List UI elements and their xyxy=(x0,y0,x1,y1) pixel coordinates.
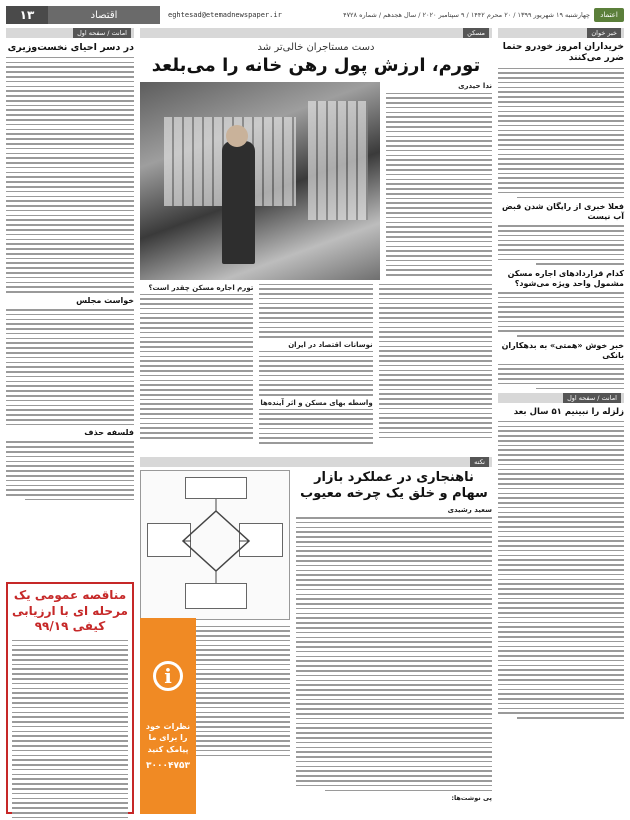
main-tag-bar xyxy=(140,28,492,38)
left-subhead: خواست مجلس xyxy=(76,295,134,305)
newspaper-logo: اعتماد xyxy=(594,8,624,22)
diagram-arrows xyxy=(141,471,289,619)
main-intro-column xyxy=(386,82,492,280)
right-column xyxy=(498,28,624,814)
story3-body xyxy=(498,292,624,337)
stock-byline: سعید رشیدی xyxy=(447,506,492,514)
sms-feedback-ad xyxy=(140,618,196,814)
story4-body xyxy=(498,364,624,390)
story1-body xyxy=(498,68,624,199)
subhead-2: واسطه بهای مسکن و اثر آینده‌ها xyxy=(260,398,373,407)
left-subhead-2: فلسفه حذف xyxy=(84,428,134,438)
left-tag-bar xyxy=(6,28,134,38)
subhead-4: تورم اجاره مسکن چقدر است؟ xyxy=(148,283,254,292)
main-top-block xyxy=(140,82,492,280)
main-byline: ندا حیدری xyxy=(458,81,492,90)
stock-tag-bar xyxy=(140,457,492,467)
stock-cycle-diagram xyxy=(140,470,290,620)
stock-headline: ناهنجاری در عملکرد بازار سهام و خلق یک چرخه معیوب xyxy=(300,469,488,501)
story1-title: خریداران امروز خودرو حتما ضرر می‌کنند xyxy=(502,42,624,64)
sms-ad-text: نظرات خود را برای ما پیامک کنید xyxy=(145,722,191,754)
main-body-col-b xyxy=(259,284,372,454)
left-tag: امانت / سفحه اول xyxy=(73,28,131,38)
section-name: اقتصاد xyxy=(48,6,160,24)
story2-body xyxy=(498,225,624,265)
tender-ad-title: مناقصه عمومی یک مرحله ای با ارزیابی کیفی ۹۹/۱۹ xyxy=(12,588,128,634)
zelzeleh-tag-bar xyxy=(498,393,624,403)
real-estate-photo xyxy=(140,82,380,280)
info-icon: i xyxy=(153,661,183,691)
dateline: چهارشنبه ۱۹ شهریور ۱۳۹۹ / ۲۰ محرم ۱۴۴۲ / ۹ سپتامبر ۲۰۲۰ / سال هجدهم / شماره ۴۷۲۸ xyxy=(343,11,590,19)
stock-text xyxy=(296,470,492,803)
right-tag-bar xyxy=(498,28,624,38)
main-body-columns xyxy=(140,284,492,454)
stock-tag: نکته xyxy=(470,457,489,467)
tender-ad xyxy=(6,582,134,814)
main-kicker: دست مستاجران خالی‌تر شد xyxy=(257,42,375,53)
section-email: eghtesad@etemadnewspaper.ir xyxy=(168,11,282,19)
story3-title: کدام قراردادهای اجاره مسکن مشمول واحد ویژه می‌شود؟ xyxy=(507,269,624,289)
story2-title: فعلا خبری از رایگان شدن قبض آب نیست xyxy=(501,202,624,222)
stock-footnote-label: پی نوشت‌ها: xyxy=(451,794,492,803)
main-headline: تورم، ارزش پول رهن خانه را می‌بلعد xyxy=(151,55,481,76)
zelzeleh-tag: امانت / سفحه اول xyxy=(563,393,621,403)
left-title: در دسر احیای نخست‌وزیری xyxy=(7,42,134,53)
page-number: ۱۳ xyxy=(6,6,48,24)
main-body-col-a xyxy=(379,284,492,454)
right-tag: خبر خوان xyxy=(587,28,621,38)
sms-ad-number: ۳۰۰۰۴۷۵۳ xyxy=(146,760,190,771)
zelzeleh-title: زلزله را نبینیم ۵۱ سال بعد xyxy=(513,407,624,418)
left-body-c xyxy=(6,441,134,500)
main-tag: مسکن xyxy=(463,28,489,38)
main-body-col-c xyxy=(140,284,253,454)
story4-title: خبر خوش «همتی» به بدهکاران بانکی xyxy=(501,340,624,360)
zelzeleh-body xyxy=(498,421,624,719)
subhead-1: نوسانات اقتصاد در ایران xyxy=(288,340,373,349)
left-body-a xyxy=(6,57,134,293)
left-body-b xyxy=(6,309,134,425)
page-header xyxy=(6,6,624,24)
